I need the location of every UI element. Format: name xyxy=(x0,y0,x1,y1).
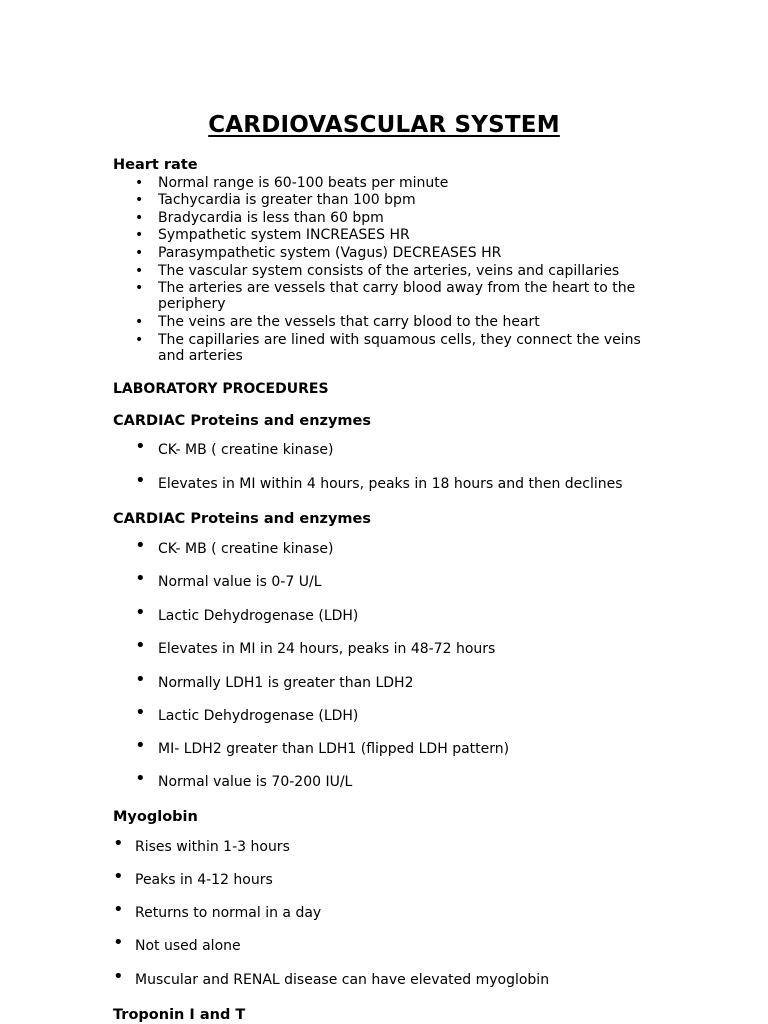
bullet-icon: • xyxy=(135,280,144,296)
list-item: • Returns to normal in a day xyxy=(113,899,322,921)
page-title: CARDIOVASCULAR SYSTEM xyxy=(208,112,560,138)
section-heading-cardiac-proteins: CARDIAC Proteins and enzymes xyxy=(113,413,372,429)
section-heading-myoglobin: Myoglobin xyxy=(113,809,198,825)
bullet-icon: • xyxy=(135,702,146,723)
list-item: • Elevates in MI within 4 hours, peaks in 18 hours and then declines xyxy=(135,470,623,492)
list-item: • The vascular system consists of the arteries, veins and capillaries xyxy=(135,263,620,279)
bullet-icon: • xyxy=(135,669,146,690)
bullet-icon: • xyxy=(135,210,144,226)
list-item: • Rises within 1-3 hours xyxy=(113,833,290,855)
list-item: • Elevates in MI in 24 hours, peaks in 48-72 hours xyxy=(135,635,496,657)
bullet-icon: • xyxy=(135,470,146,491)
list-item: • Parasympathetic system (Vagus) DECREASES HR xyxy=(135,245,502,261)
list-item-continuation: and arteries xyxy=(158,348,243,364)
bullet-icon: • xyxy=(113,932,124,953)
bullet-icon: • xyxy=(135,568,146,589)
bullet-icon: • xyxy=(135,175,144,191)
bullet-icon: • xyxy=(113,866,124,887)
list-item: • Normally LDH1 is greater than LDH2 xyxy=(135,669,414,691)
list-item-continuation: periphery xyxy=(158,296,226,312)
bullet-icon: • xyxy=(135,227,144,243)
bullet-icon: • xyxy=(135,602,146,623)
list-item: • The capillaries are lined with squamous cells, they connect the veins xyxy=(135,332,641,348)
bullet-icon: • xyxy=(135,245,144,261)
list-item: • CK- MB ( creatine kinase) xyxy=(135,535,334,557)
list-item: • Sympathetic system INCREASES HR xyxy=(135,227,410,243)
list-item: • Normal range is 60-100 beats per minute xyxy=(135,175,449,191)
bullet-icon: • xyxy=(135,314,144,330)
section-heading-laboratory: LABORATORY PROCEDURES xyxy=(113,381,329,397)
list-item: • MI- LDH2 greater than LDH1 (flipped LDH pattern) xyxy=(135,735,510,757)
bullet-icon: • xyxy=(135,635,146,656)
list-item: • Tachycardia is greater than 100 bpm xyxy=(135,192,416,208)
list-item: • Peaks in 4-12 hours xyxy=(113,866,273,888)
bullet-icon: • xyxy=(135,768,146,789)
section-heading-cardiac-proteins: CARDIAC Proteins and enzymes xyxy=(113,511,372,527)
bullet-icon: • xyxy=(135,436,146,457)
section-heading-heart-rate: Heart rate xyxy=(113,157,198,173)
bullet-icon: • xyxy=(113,899,124,920)
list-item: • Lactic Dehydrogenase (LDH) xyxy=(135,602,359,624)
bullet-icon: • xyxy=(135,332,144,348)
section-heading-troponin: Troponin I and T xyxy=(113,1007,246,1023)
bullet-icon: • xyxy=(135,735,146,756)
list-item: • The arteries are vessels that carry blood away from the heart to the xyxy=(135,280,636,296)
bullet-icon: • xyxy=(135,192,144,208)
bullet-icon: • xyxy=(113,833,124,854)
list-item: • Muscular and RENAL disease can have elevated myoglobin xyxy=(113,966,550,988)
bullet-icon: • xyxy=(135,535,146,556)
bullet-icon: • xyxy=(113,966,124,987)
list-item: • Normal value is 0-7 U/L xyxy=(135,568,322,590)
list-item: • Normal value is 70-200 IU/L xyxy=(135,768,353,790)
list-item: • The veins are the vessels that carry blood to the heart xyxy=(135,314,540,330)
list-item: • Not used alone xyxy=(113,932,241,954)
list-item: • Lactic Dehydrogenase (LDH) xyxy=(135,702,359,724)
bullet-icon: • xyxy=(135,263,144,279)
list-item: • Bradycardia is less than 60 bpm xyxy=(135,210,384,226)
list-item: • CK- MB ( creatine kinase) xyxy=(135,436,334,458)
